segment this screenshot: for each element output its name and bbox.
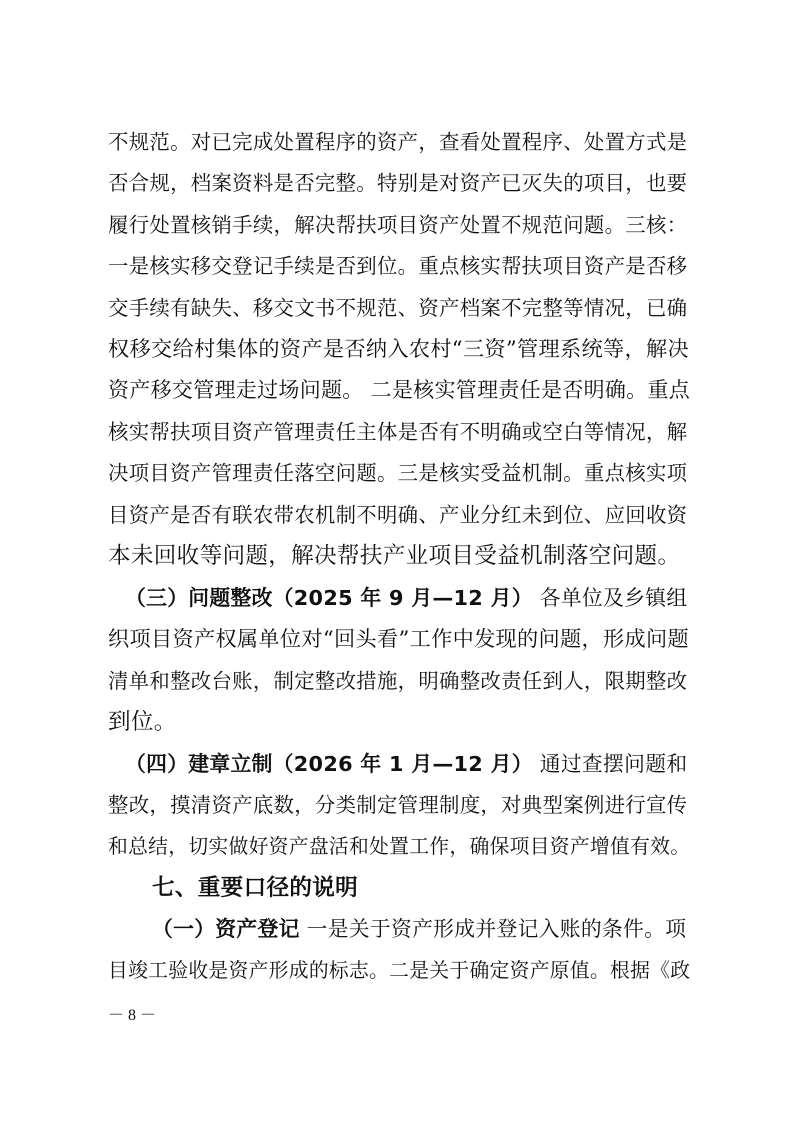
body-line: 目资产是否有联农带农机制不明确、产业分红未到位、应回收资 — [108, 503, 688, 527]
section-heading-3: （三）问题整改（2025 年 9 月—12 月） — [125, 586, 533, 610]
body-line: 织项目资产权属单位对“回头看”工作中发现的问题，形成问题 — [108, 626, 689, 651]
body-line: 本未回收等问题，解决帮扶产业项目受益机制落空问题。 — [108, 543, 681, 569]
section-heading-asset: （一）资产登记 — [152, 917, 300, 941]
body-line: 交手续有缺失、移交文书不规范、资产档案不完整等情况，已确 — [108, 296, 688, 320]
section-line — [125, 748, 687, 780]
body-line: 一是核实移交登记手续是否到位。重点核实帮扶项目资产是否移 — [108, 254, 688, 278]
section-text: 各单位及乡镇组 — [532, 586, 688, 610]
body-line: 到位。 — [108, 709, 177, 735]
section-line — [152, 913, 686, 945]
chapter-heading: 七、重要口径的说明 — [152, 875, 359, 901]
page-number: － 8 － — [108, 1007, 157, 1024]
body-line: 权移交给村集体的资产是否纳入农村“三资”管理系统等，解决 — [108, 336, 689, 361]
body-line: 和总结，切实做好资产盘活和处置工作，确保项目资产增值有效。 — [108, 835, 691, 858]
section-heading-4: （四）建章立制（2026 年 1 月—12 月） — [125, 752, 533, 776]
body-line: 否合规，档案资料是否完整。特别是对资产已灭失的项目，也要 — [108, 171, 688, 195]
body-line: 决项目资产管理责任落空问题。三是核实受益机制。重点核实项 — [108, 461, 688, 485]
section-line — [125, 582, 687, 614]
body-line: 整改，摸清资产底数，分类制定管理制度，对典型案例进行宣传 — [108, 793, 688, 817]
body-line: 资产移交管理走过场问题。 二是核实管理责任是否明确。重点 — [108, 378, 691, 402]
section-text: 一是关于资产形成并登记入账的条件。项 — [299, 917, 687, 941]
section-text: 通过查摆问题和 — [532, 752, 688, 776]
body-line: 履行处置核销手续，解决帮扶项目资产处置不规范问题。三核： — [108, 213, 688, 237]
body-line: 目竣工验收是资产形成的标志。二是关于确定资产原值。根据《政 — [108, 959, 691, 982]
body-line: 核实帮扶项目资产管理责任主体是否有不明确或空白等情况，解 — [108, 420, 688, 444]
body-line: 不规范。对已完成处置程序的资产，查看处置程序、处置方式是 — [108, 130, 688, 154]
body-line: 清单和整改台账，制定整改措施，明确整改责任到人，限期整改 — [108, 669, 688, 693]
